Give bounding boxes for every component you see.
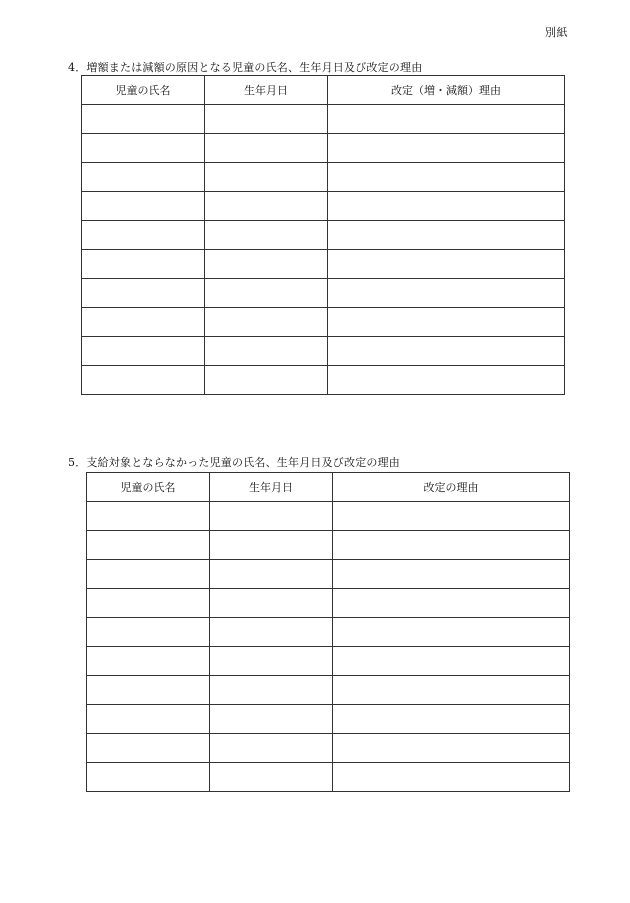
child-name-cell bbox=[82, 192, 205, 221]
reason-cell bbox=[328, 221, 565, 250]
column-header-child-name: 児童の氏名 bbox=[82, 76, 205, 105]
table-row bbox=[82, 221, 565, 250]
birth-date-cell bbox=[210, 705, 333, 734]
table-row bbox=[82, 308, 565, 337]
birth-date-cell bbox=[205, 221, 328, 250]
child-name-cell bbox=[87, 589, 210, 618]
table-header-row bbox=[87, 473, 570, 502]
child-name-cell bbox=[82, 163, 205, 192]
reason-cell bbox=[333, 676, 570, 705]
child-name-cell bbox=[82, 308, 205, 337]
column-header-birth-date: 生年月日 bbox=[205, 76, 328, 105]
reason-cell bbox=[328, 105, 565, 134]
reason-cell bbox=[333, 647, 570, 676]
reason-cell bbox=[328, 308, 565, 337]
attachment-label: 別紙 bbox=[545, 26, 568, 39]
birth-date-cell bbox=[210, 763, 333, 792]
birth-date-cell bbox=[210, 560, 333, 589]
reason-cell bbox=[333, 618, 570, 647]
column-header-reason: 改定（増・減額）理由 bbox=[328, 76, 565, 105]
reason-cell bbox=[333, 589, 570, 618]
birth-date-cell bbox=[210, 589, 333, 618]
birth-date-cell bbox=[210, 676, 333, 705]
reason-cell bbox=[333, 560, 570, 589]
birth-date-cell bbox=[210, 618, 333, 647]
table-row bbox=[82, 192, 565, 221]
birth-date-cell bbox=[210, 502, 333, 531]
child-name-cell bbox=[82, 279, 205, 308]
birth-date-cell bbox=[205, 337, 328, 366]
table-row bbox=[82, 105, 565, 134]
birth-date-cell bbox=[210, 647, 333, 676]
column-header-reason: 改定の理由 bbox=[333, 473, 570, 502]
child-name-cell bbox=[82, 337, 205, 366]
birth-date-cell bbox=[205, 250, 328, 279]
table-row bbox=[82, 250, 565, 279]
table-row bbox=[87, 560, 570, 589]
child-name-cell bbox=[82, 105, 205, 134]
table-row bbox=[82, 134, 565, 163]
table-row bbox=[87, 705, 570, 734]
table-row bbox=[82, 337, 565, 366]
reason-cell bbox=[328, 250, 565, 279]
table-row bbox=[82, 279, 565, 308]
child-name-cell bbox=[82, 250, 205, 279]
section-5-table bbox=[86, 472, 570, 792]
table-row bbox=[87, 618, 570, 647]
table-row bbox=[87, 763, 570, 792]
child-name-cell bbox=[87, 734, 210, 763]
birth-date-cell bbox=[205, 279, 328, 308]
child-name-cell bbox=[87, 502, 210, 531]
reason-cell bbox=[333, 531, 570, 560]
table-header-row bbox=[82, 76, 565, 105]
reason-cell bbox=[328, 279, 565, 308]
table-row bbox=[87, 531, 570, 560]
reason-cell bbox=[333, 502, 570, 531]
birth-date-cell bbox=[210, 734, 333, 763]
birth-date-cell bbox=[205, 105, 328, 134]
child-name-cell bbox=[87, 705, 210, 734]
table-row bbox=[82, 366, 565, 395]
table-row bbox=[87, 502, 570, 531]
reason-cell bbox=[328, 366, 565, 395]
child-name-cell bbox=[87, 647, 210, 676]
column-header-child-name: 児童の氏名 bbox=[87, 473, 210, 502]
table-row bbox=[82, 163, 565, 192]
reason-cell bbox=[328, 192, 565, 221]
birth-date-cell bbox=[205, 192, 328, 221]
birth-date-cell bbox=[205, 308, 328, 337]
reason-cell bbox=[333, 763, 570, 792]
table-row bbox=[87, 589, 570, 618]
child-name-cell bbox=[82, 134, 205, 163]
reason-cell bbox=[333, 705, 570, 734]
birth-date-cell bbox=[210, 531, 333, 560]
child-name-cell bbox=[87, 763, 210, 792]
reason-cell bbox=[333, 734, 570, 763]
section-4-heading: 4．増額または減額の原因となる児童の氏名、生年月日及び改定の理由 bbox=[68, 61, 423, 74]
birth-date-cell bbox=[205, 134, 328, 163]
table-row bbox=[87, 734, 570, 763]
child-name-cell bbox=[82, 221, 205, 250]
table-row bbox=[87, 676, 570, 705]
table-row bbox=[87, 647, 570, 676]
section-4-table bbox=[81, 75, 565, 395]
birth-date-cell bbox=[205, 163, 328, 192]
column-header-birth-date: 生年月日 bbox=[210, 473, 333, 502]
child-name-cell bbox=[87, 618, 210, 647]
child-name-cell bbox=[82, 366, 205, 395]
birth-date-cell bbox=[205, 366, 328, 395]
reason-cell bbox=[328, 337, 565, 366]
child-name-cell bbox=[87, 531, 210, 560]
reason-cell bbox=[328, 163, 565, 192]
child-name-cell bbox=[87, 676, 210, 705]
section-5-heading: 5．支給対象とならなかった児童の氏名、生年月日及び改定の理由 bbox=[68, 456, 400, 469]
reason-cell bbox=[328, 134, 565, 163]
child-name-cell bbox=[87, 560, 210, 589]
